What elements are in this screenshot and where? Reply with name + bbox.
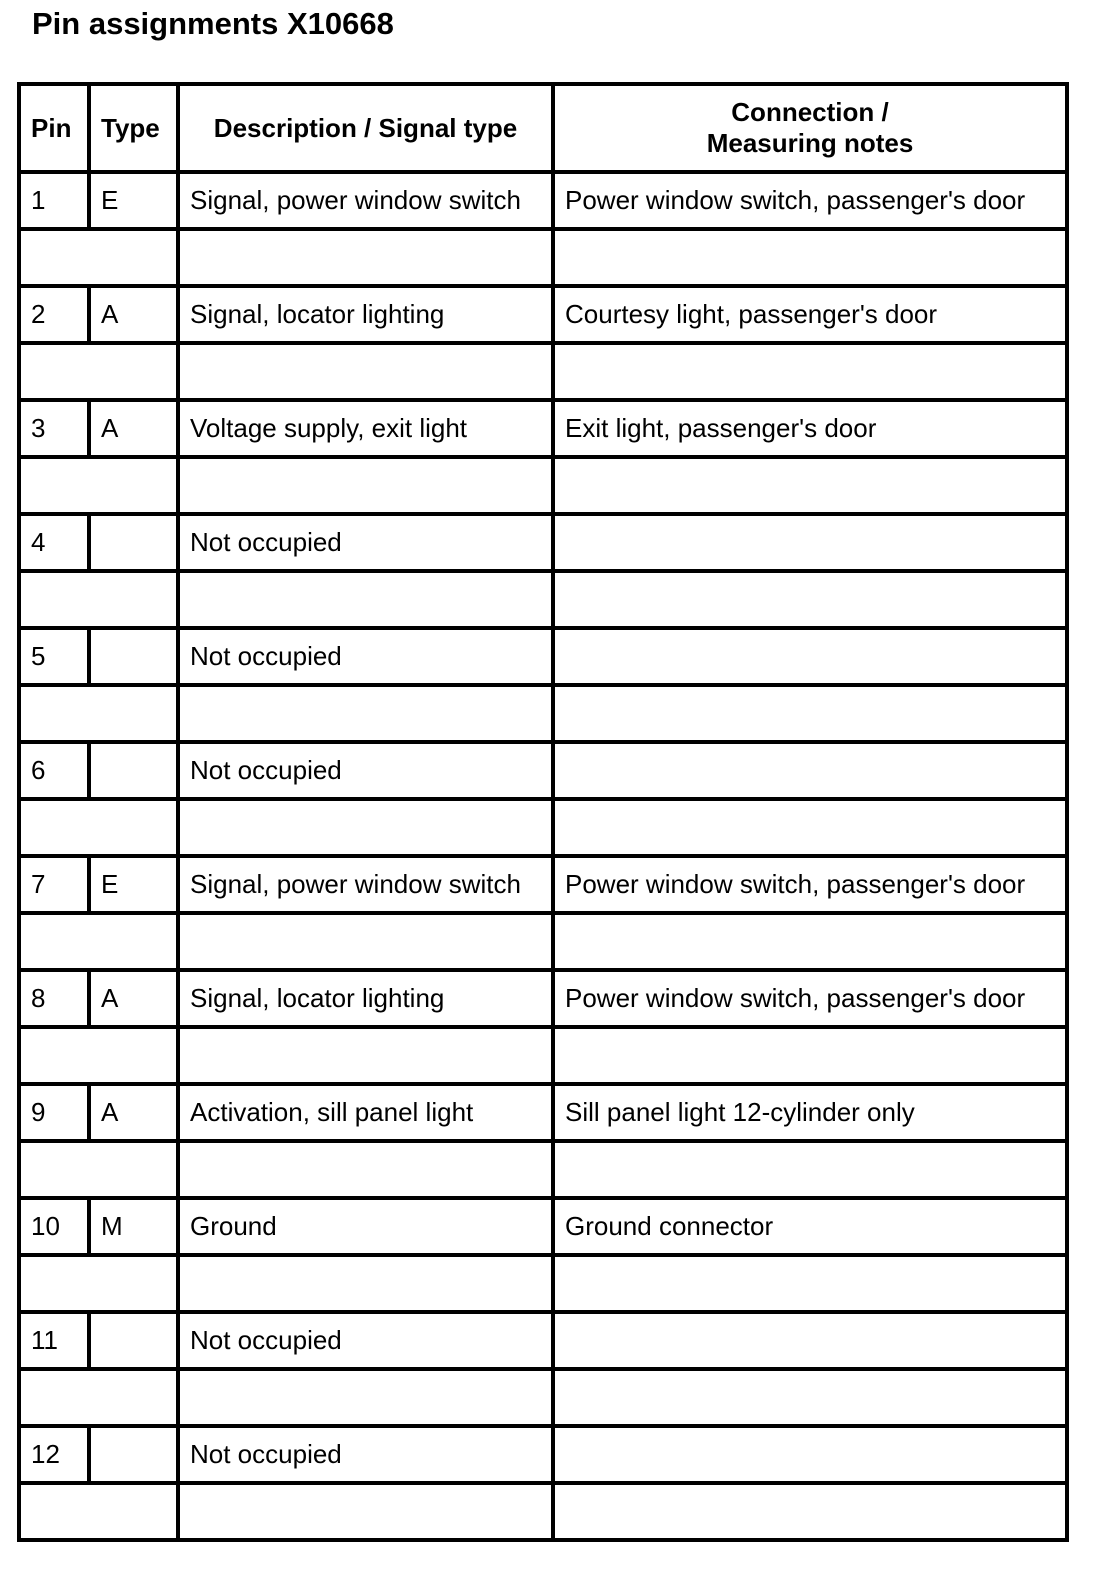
spacer-cell [178, 799, 553, 856]
spacer-row [19, 685, 1067, 742]
connection-cell [553, 628, 1067, 685]
header-pin: Pin [19, 84, 89, 172]
spacer-row [19, 457, 1067, 514]
spacer-row [19, 1027, 1067, 1084]
spacer-cell [178, 1255, 553, 1312]
spacer-cell [553, 571, 1067, 628]
spacer-cell [178, 457, 553, 514]
description-cell: Not occupied [178, 1426, 553, 1483]
pin-cell: 10 [19, 1198, 89, 1255]
table-row [19, 400, 1067, 457]
table-row [19, 970, 1067, 1027]
type-cell: A [89, 1084, 178, 1141]
description-cell: Activation, sill panel light [178, 1084, 553, 1141]
type-cell [89, 514, 178, 571]
table-row [19, 514, 1067, 571]
spacer-row [19, 799, 1067, 856]
spacer-cell [19, 1027, 178, 1084]
connection-cell: Power window switch, passenger's door [553, 172, 1067, 229]
connection-cell [553, 1426, 1067, 1483]
spacer-cell [553, 1369, 1067, 1426]
pin-cell: 11 [19, 1312, 89, 1369]
spacer-cell [553, 799, 1067, 856]
description-cell: Signal, locator lighting [178, 286, 553, 343]
spacer-cell [178, 1141, 553, 1198]
header-connection-line2: Measuring notes [706, 128, 914, 158]
table-row [19, 856, 1067, 913]
connection-cell: Sill panel light 12-cylinder only [553, 1084, 1067, 1141]
spacer-row [19, 1369, 1067, 1426]
spacer-cell [553, 1141, 1067, 1198]
header-row [19, 84, 1067, 172]
spacer-cell [178, 1369, 553, 1426]
connection-cell: Power window switch, passenger's door [553, 970, 1067, 1027]
spacer-row [19, 913, 1067, 970]
spacer-cell [178, 913, 553, 970]
description-cell: Not occupied [178, 742, 553, 799]
spacer-cell [553, 913, 1067, 970]
spacer-cell [19, 229, 178, 286]
header-description: Description / Signal type [178, 84, 553, 172]
spacer-row [19, 571, 1067, 628]
spacer-cell [19, 457, 178, 514]
spacer-cell [553, 1255, 1067, 1312]
table-row [19, 1312, 1067, 1369]
table-row [19, 286, 1067, 343]
spacer-cell [553, 685, 1067, 742]
table-row [19, 1426, 1067, 1483]
type-cell [89, 628, 178, 685]
table-row [19, 1198, 1067, 1255]
table-row [19, 628, 1067, 685]
pin-cell: 1 [19, 172, 89, 229]
table-row [19, 742, 1067, 799]
type-cell [89, 1312, 178, 1369]
spacer-cell [19, 913, 178, 970]
spacer-cell [553, 343, 1067, 400]
spacer-cell [19, 1369, 178, 1426]
spacer-cell [19, 1141, 178, 1198]
spacer-cell [19, 685, 178, 742]
spacer-cell [19, 571, 178, 628]
page-title: Pin assignments X10668 [32, 6, 394, 41]
connection-cell: Power window switch, passenger's door [553, 856, 1067, 913]
table-row [19, 172, 1067, 229]
type-cell: M [89, 1198, 178, 1255]
description-cell: Not occupied [178, 514, 553, 571]
pin-cell: 12 [19, 1426, 89, 1483]
type-cell: A [89, 400, 178, 457]
type-cell: A [89, 970, 178, 1027]
spacer-row [19, 1483, 1067, 1540]
pin-cell: 4 [19, 514, 89, 571]
type-cell: E [89, 856, 178, 913]
pin-cell: 8 [19, 970, 89, 1027]
pin-cell: 2 [19, 286, 89, 343]
description-cell: Signal, locator lighting [178, 970, 553, 1027]
spacer-cell [19, 1255, 178, 1312]
spacer-row [19, 229, 1067, 286]
description-cell: Not occupied [178, 1312, 553, 1369]
spacer-cell [178, 1027, 553, 1084]
description-cell: Not occupied [178, 628, 553, 685]
pin-cell: 3 [19, 400, 89, 457]
pin-cell: 5 [19, 628, 89, 685]
spacer-cell [553, 1483, 1067, 1540]
table-row [19, 1084, 1067, 1141]
type-cell: E [89, 172, 178, 229]
pin-assignment-table [17, 82, 1069, 1542]
type-cell [89, 1426, 178, 1483]
spacer-cell [178, 685, 553, 742]
spacer-cell [178, 571, 553, 628]
type-cell: A [89, 286, 178, 343]
description-cell: Ground [178, 1198, 553, 1255]
pin-cell: 7 [19, 856, 89, 913]
spacer-row [19, 343, 1067, 400]
spacer-cell [19, 799, 178, 856]
description-cell: Signal, power window switch [178, 856, 553, 913]
spacer-cell [553, 229, 1067, 286]
type-cell [89, 742, 178, 799]
pin-cell: 6 [19, 742, 89, 799]
connection-cell [553, 742, 1067, 799]
connection-cell: Courtesy light, passenger's door [553, 286, 1067, 343]
table-body [19, 172, 1067, 1540]
connection-cell: Ground connector [553, 1198, 1067, 1255]
spacer-cell [19, 343, 178, 400]
spacer-cell [553, 1027, 1067, 1084]
spacer-cell [178, 1483, 553, 1540]
header-type: Type [89, 84, 178, 172]
spacer-row [19, 1255, 1067, 1312]
spacer-row [19, 1141, 1067, 1198]
connection-cell [553, 1312, 1067, 1369]
connection-cell: Exit light, passenger's door [553, 400, 1067, 457]
spacer-cell [553, 457, 1067, 514]
description-cell: Voltage supply, exit light [178, 400, 553, 457]
description-cell: Signal, power window switch [178, 172, 553, 229]
pin-cell: 9 [19, 1084, 89, 1141]
header-connection [553, 84, 1067, 172]
header-connection-line1: Connection / [731, 97, 889, 127]
spacer-cell [178, 229, 553, 286]
spacer-cell [178, 343, 553, 400]
connection-cell [553, 514, 1067, 571]
spacer-cell [19, 1483, 178, 1540]
